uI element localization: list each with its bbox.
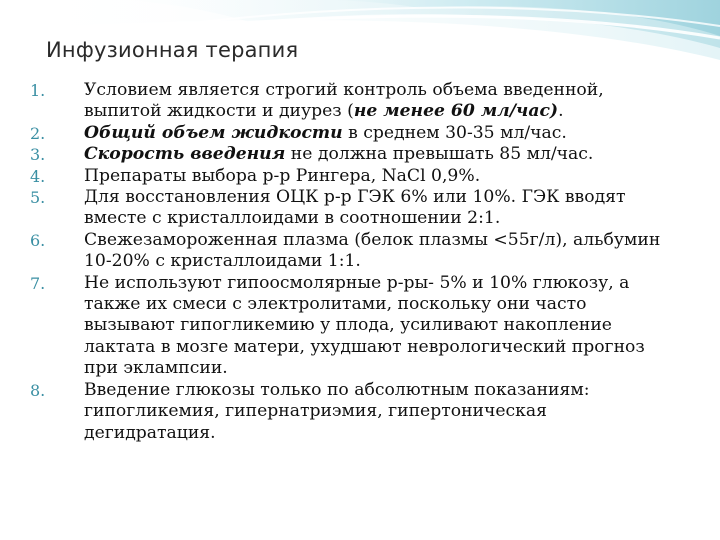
emphasized-text: Скорость введения (84, 144, 286, 165)
text-segment: Условием является строгий контроль объема введенной, выпитой жидкости и диурез ( (84, 80, 604, 122)
list-item-number: 3. (30, 145, 46, 165)
list-item-text (84, 380, 680, 444)
list-item-text (84, 166, 680, 187)
text-segment: Свежезамороженная плазма (белок плазмы <55г/л), альбумин 10-20% с кристаллоидами 1:1. (84, 229, 661, 272)
emphasized-text: не менее 60 мл/час) (353, 101, 559, 122)
numbered-list (30, 80, 680, 444)
list-item-text (84, 273, 680, 380)
list-item (30, 230, 680, 273)
list-item-number: 4. (30, 166, 46, 186)
list-item-text (84, 187, 680, 230)
text-segment: Для восстановления ОЦК р-р ГЭК 6% или 10%. ГЭК вводят вместе с кристаллоидами в соотношении 2:1. (84, 187, 626, 229)
emphasized-text: Общий объем жидкости (84, 122, 343, 143)
list-item-number: 5. (30, 188, 46, 208)
list-item (30, 166, 680, 187)
slide-title: Инфузионная терапия (46, 38, 299, 62)
list-item (30, 80, 680, 123)
list-item-text (84, 230, 680, 273)
list-item (30, 123, 680, 144)
list-item-number: 6. (30, 230, 46, 250)
list-item-number: 8. (30, 380, 46, 400)
text-segment: в среднем 30-35 мл/час. (342, 122, 567, 143)
text-segment: . (558, 101, 564, 122)
list-item (30, 273, 680, 380)
list-item-text (84, 144, 680, 165)
list-item (30, 187, 680, 230)
list-item-text (84, 123, 680, 144)
list-item-number: 1. (30, 81, 46, 100)
list-item (30, 144, 680, 165)
text-segment: Препараты выбора р-р Рингера, NaCl 0,9%. (84, 165, 481, 186)
text-segment: не должна превышать 85 мл/час. (285, 144, 594, 165)
list-item-text (84, 80, 680, 123)
list-item (30, 380, 680, 444)
list-item-number: 2. (30, 123, 46, 143)
text-segment: Не используют гипоосмолярные р-ры- 5% и 10% глюкозу, а также их смеси с электролитами, поскольку они часто вызывают гипогликемию у плода, усиливают накопление лактата в мозге матери, ухудшают неврологический прогноз при эклампсии. (84, 272, 645, 379)
list-item-number: 7. (30, 273, 46, 293)
text-segment: Введение глюкозы только по абсолютным показаниям: гипогликемия, гипернатриэмия, гипертоническая дегидратация. (84, 379, 590, 443)
